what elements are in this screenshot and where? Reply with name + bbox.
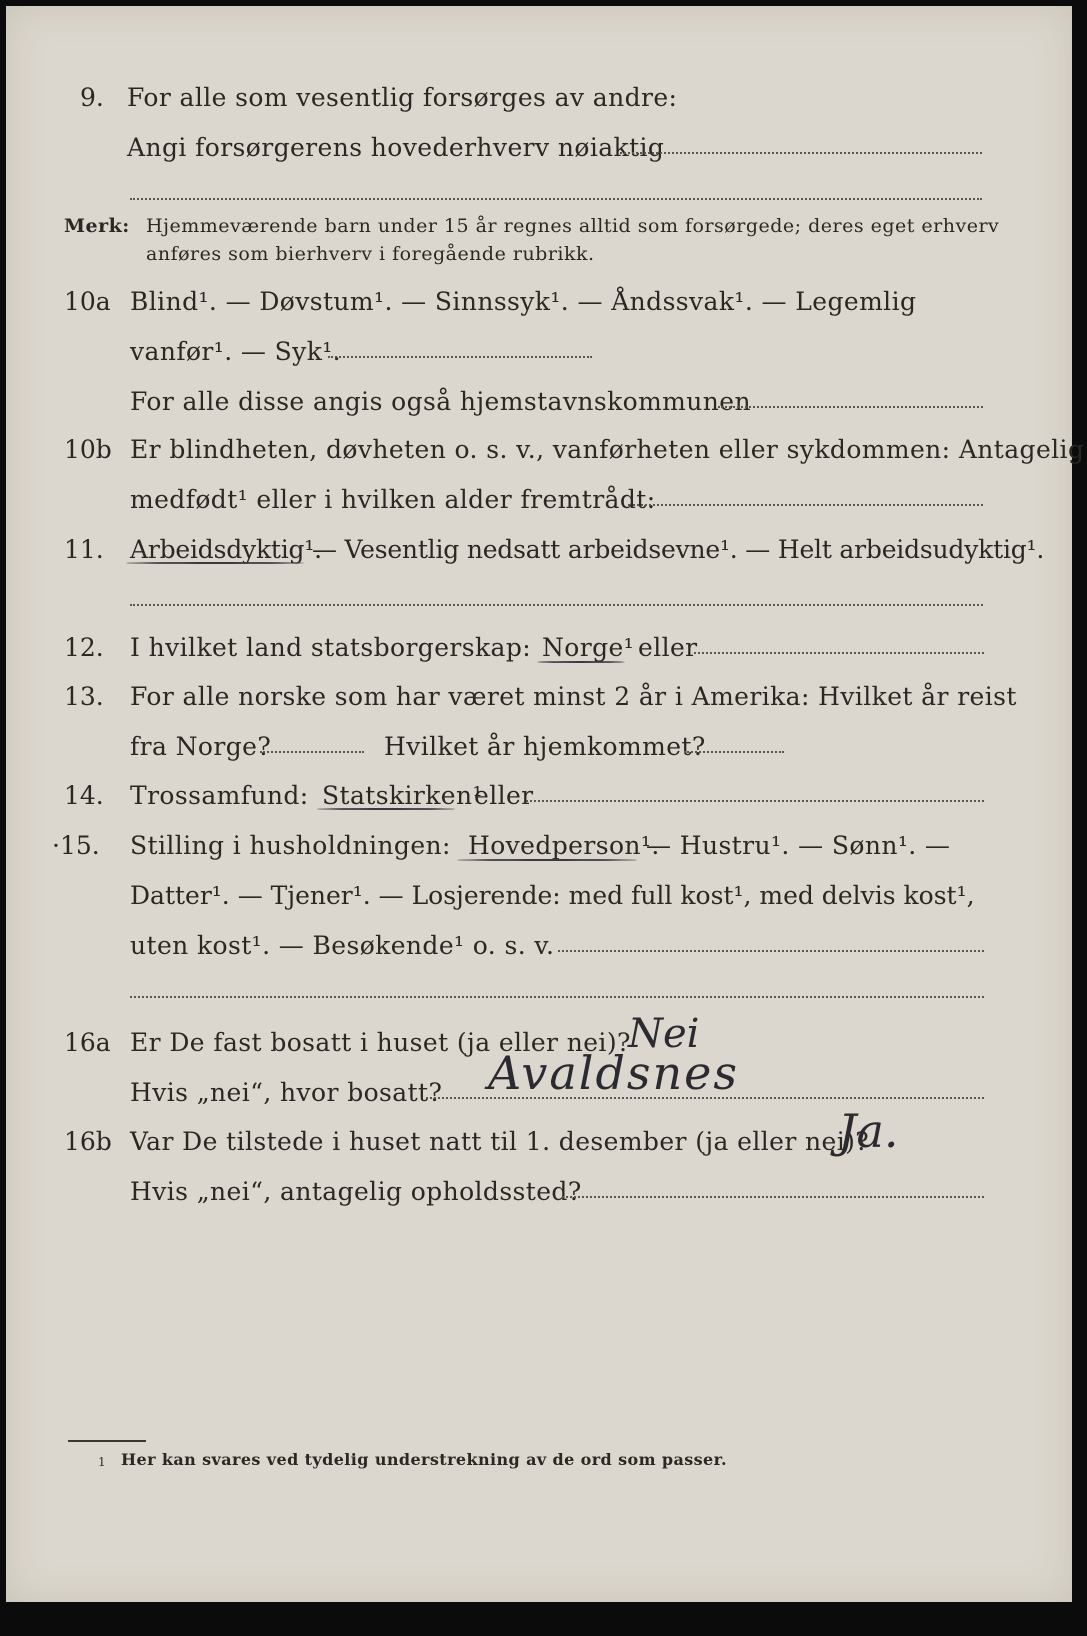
footnote-text: Her kan svares ved tydelig understrekning av de ord som passer. — [121, 1450, 727, 1469]
answer-underline — [457, 859, 637, 861]
question-14-prefix: Trossamfund: — [130, 781, 309, 810]
question-15-line2: Datter¹. — Tjener¹. — Losjerende: med full kost¹, med delvis kost¹, — [130, 881, 975, 910]
answer-underline — [317, 808, 455, 810]
question-11-number: 11. — [64, 535, 104, 564]
question-11-answer-line[interactable] — [130, 604, 983, 606]
question-10a-number: 10a — [64, 287, 111, 316]
question-10a-line3: For alle disse angis også hjemstavnskommunen — [130, 387, 751, 416]
question-14-number: 14. — [64, 781, 104, 810]
question-16b-line2: Hvis „nei“, antagelig opholdssted? — [130, 1177, 582, 1206]
handwritten-answer-nei: Nei — [628, 1011, 700, 1057]
question-15-option-hovedperson[interactable]: Hovedperson¹. — [468, 831, 660, 860]
merk-label: Merk: — [64, 215, 130, 237]
question-10b-answer-line[interactable] — [628, 504, 983, 506]
question-10b-line1: Er blindheten, døvheten o. s. v., vanførheten eller sykdommen: Antagelig — [130, 435, 1085, 464]
question-13-line2b: Hvilket år hjemkommet? — [384, 732, 706, 761]
footnote-mark: 1 — [98, 1455, 107, 1469]
question-15-answer-line[interactable] — [558, 950, 984, 952]
question-12-suffix: eller — [638, 633, 698, 662]
question-13-line2a: fra Norge? — [130, 732, 272, 761]
question-9-answer-line-2[interactable] — [130, 198, 982, 200]
question-10a-answer-line[interactable] — [328, 356, 592, 358]
question-13-year-returned-line[interactable] — [684, 751, 784, 753]
question-11-other-options: — Vesentlig nedsatt arbeidsevne¹. — Helt arbeidsudyktig¹. — [312, 535, 1045, 564]
question-16a-line2: Hvis „nei“, hvor bosatt? — [130, 1078, 443, 1107]
census-form-page — [6, 6, 1085, 1602]
question-14-option-statskirken[interactable]: Statskirken¹ — [322, 781, 483, 810]
question-10b-number: 10b — [64, 435, 112, 464]
footnote-rule — [68, 1440, 146, 1442]
question-9-number: 9. — [80, 83, 104, 112]
question-16b-answer-line[interactable] — [562, 1196, 984, 1198]
answer-underline — [537, 661, 625, 663]
question-13-year-left-line[interactable] — [260, 751, 364, 753]
question-12-answer-line[interactable] — [694, 652, 984, 654]
question-12-number: 12. — [64, 633, 104, 662]
merk-line2: anføres som bierhverv i foregående rubrikk. — [146, 243, 595, 265]
question-15-answer-line-2[interactable] — [130, 996, 984, 998]
question-16b-line1: Var De tilstede i huset natt til 1. desember (ja eller nei)? — [130, 1127, 870, 1156]
question-13-number: 13. — [64, 682, 104, 711]
question-14-answer-line[interactable] — [526, 800, 984, 802]
question-16a-line1: Er De fast bosatt i huset (ja eller nei)? — [130, 1028, 631, 1057]
question-11-option-arbeidsdyktig[interactable]: Arbeidsdyktig¹. — [130, 535, 322, 564]
question-9-answer-line[interactable] — [620, 152, 982, 154]
question-15-prefix: Stilling i husholdningen: — [130, 831, 451, 860]
question-12-option-norge[interactable]: Norge¹ — [542, 633, 635, 662]
question-10b-line2: medfødt¹ eller i hvilken alder fremtrådt: — [130, 485, 656, 514]
answer-underline — [126, 562, 304, 564]
merk-line1: Hjemmeværende barn under 15 år regnes alltid som forsørgede; deres eget erhverv — [146, 215, 1000, 237]
handwritten-answer-avaldsnes: Avaldsnes — [488, 1046, 739, 1100]
question-10a-line2: vanfør¹. — Syk¹. — [130, 337, 342, 366]
question-10a-line1: Blind¹. — Døvstum¹. — Sinnssyk¹. — Åndssvak¹. — Legemlig — [130, 287, 917, 316]
question-15-line3: uten kost¹. — Besøkende¹ o. s. v. — [130, 931, 555, 960]
question-16a-number: 16a — [64, 1028, 111, 1057]
question-10a-municipality-line[interactable] — [718, 406, 983, 408]
question-13-line1: For alle norske som har været minst 2 år i Amerika: Hvilket år reist — [130, 682, 1017, 711]
question-9-line1: For alle som vesentlig forsørges av andre: — [127, 83, 678, 112]
question-14-suffix: eller — [474, 781, 534, 810]
question-15-other-options: — Hustru¹. — Sønn¹. — — [646, 831, 951, 860]
question-9-line2: Angi forsørgerens hovederhverv nøiaktig — [127, 133, 665, 162]
handwritten-answer-ja: Ja. — [838, 1104, 899, 1158]
question-12-prefix: I hvilket land statsborgerskap: — [130, 633, 532, 662]
question-15-number: ·15. — [52, 831, 100, 860]
question-16b-number: 16b — [64, 1127, 112, 1156]
